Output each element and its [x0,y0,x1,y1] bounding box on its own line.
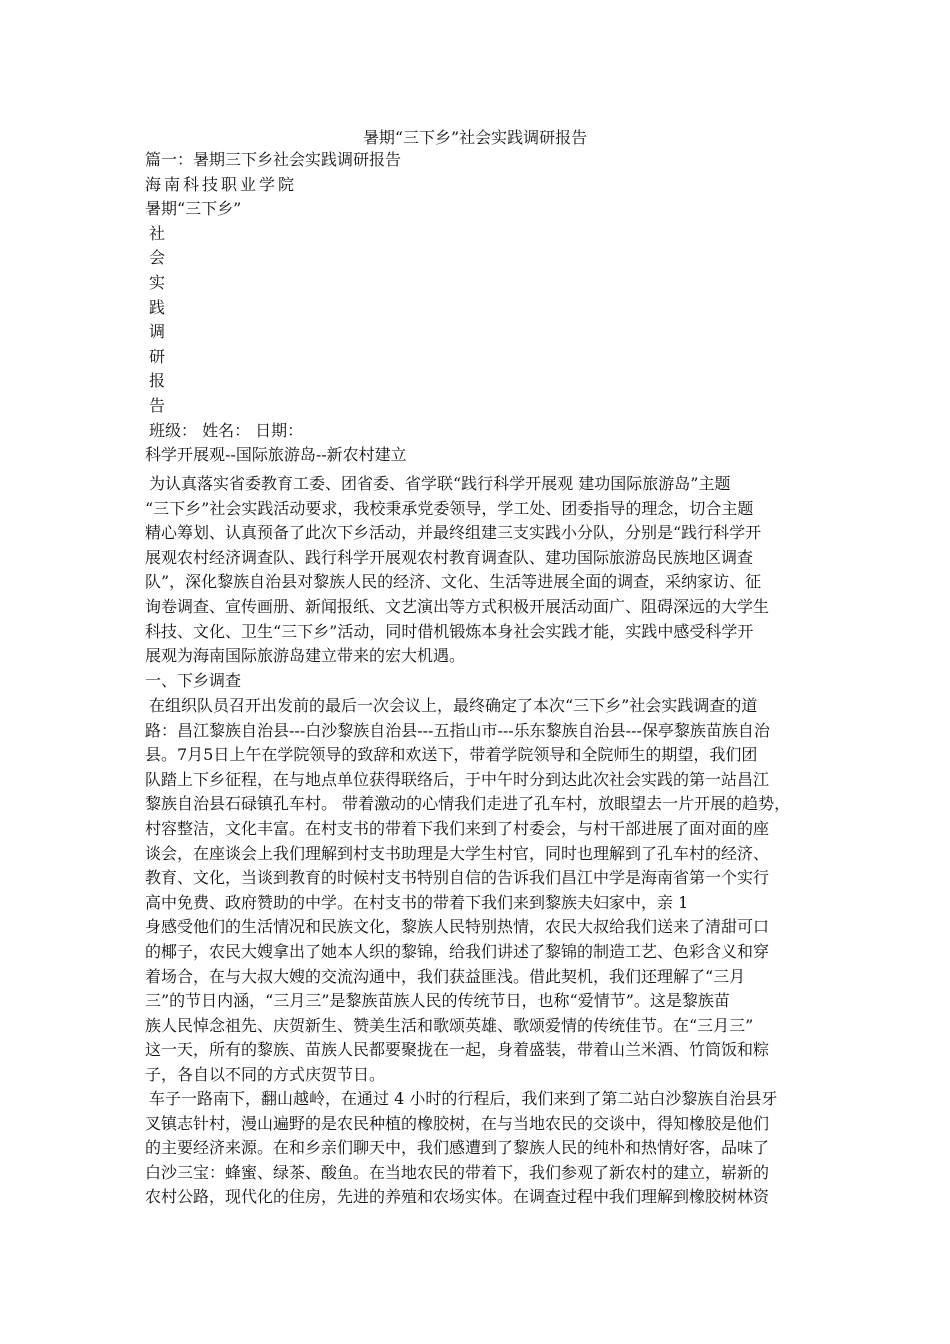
text-line: 叉镇志针村，漫山遍野的是农民种植的橡胶树，在与当地农民的交谈中，得知橡胶是他们 [145,1113,770,1133]
text-line: 科技、文化、卫生“三下乡”活动，同时借机锻炼本身社会实践才能，实践中感受科学开 [145,621,754,641]
text-line: 在组织队员召开出发前的最后一次会议上，最终确定了本次“三下乡”社会实践调查的道 [149,696,758,715]
paragraph-2 [145,1087,825,1210]
text-line: 身感受他们的生活情况和民族文化，黎族人民特别热情，农民大叔给我们送来了清甜可口 [145,917,770,937]
text-line: 展观为海南国际旅游岛建立带来的宏大机遇。 [145,646,466,666]
subsection-heading-block [145,669,825,694]
text-line: 农村公路，现代化的住房，先进的养殖和农场实体。在调查过程中我们理解到橡胶树林资 [145,1187,770,1207]
subsection-heading: 一、下乡调查 [145,671,242,690]
text-line: 县。7月5日上午在学院领导的致辞和欢送下，带着学院领导和全院师生的期望，我们团 [145,745,758,765]
text-line: 队踏上下乡征程，在与地点单位获得联络后，于中午时分到达此次社会实践的第一站昌江 [145,769,770,789]
document-title: 暑期“三下乡”社会实践调研报告 [362,128,588,147]
theme-line: 科学开展观--国际旅游岛--新农村建立 [145,445,407,465]
cover-line: 暑期“三下乡” [145,199,242,219]
intro-paragraph [145,472,825,669]
text-line: 车子一路南下，翻山越岭，在通过 4 小时的行程后，我们来到了第二站白沙黎族自治县牙 [149,1089,778,1108]
text-line: 族人民悼念祖先、庆贺新生、赞美生活和歌颂英雄、歌颂爱情的传统佳节。在“三月三” [145,1015,754,1035]
vertical-char: 调 [149,322,166,342]
text-line: 子，各自以不同的方式庆贺节日。 [145,1064,386,1084]
paragraph-1 [145,694,825,1088]
text-line: 教育、文化，当谈到教育的时候村支书特别自信的告诉我们昌江中学是海南省第一个实行 [145,868,770,888]
text-line: 路：昌江黎族自治县---白沙黎族自治县---五指山市---乐东黎族自治县---保亭黎族苗族自治 [145,720,770,740]
text-line: 谈会，在座谈会上我们理解到村支书助理是大学生村官，同时也理解到了孔车村的经济、 [145,843,770,863]
vertical-char: 社 [149,223,166,243]
vertical-char: 践 [149,297,166,317]
text-line: 精心筹划、认真预备了此次下乡活动，并最终组建三支实践小分队，分别是“践行科学开 [145,523,762,543]
text-line: 这一天，所有的黎族、苗族人民都要聚拢在一起，身着盛装，带着山兰米酒、竹筒饭和粽 [145,1040,770,1060]
text-line: 三”的节日内涵，“三月三”是黎族苗族人民的传统节日，也称“爱情节”。这是黎族苗 [145,991,730,1011]
text-line: 队”，深化黎族自治县对黎族人民的经济、文化、生活等进展全面的调查，采纳家访、征 [145,572,762,592]
info-line: 班级： 姓名： 日期： [149,420,304,440]
text-line: 高中免费、政府赞助的中学。在村支书的带着下我们来到黎族夫妇家中，亲 1 [145,892,689,912]
vertical-char: 会 [149,248,166,268]
text-line: 的主要经济来源。在和乡亲们聊天中，我们感遭到了黎族人民的纯朴和热情好客，品味了 [145,1138,770,1158]
text-line: 黎族自治县石碌镇孔车村。 带着激动的心情我们走进了孔车村，放眼望去一片开展的趋势， [145,794,791,814]
text-line: 白沙三宝：蜂蜜、绿茶、酸鱼。在当地农民的带着下，我们参观了新农村的建立，崭新的 [145,1162,770,1182]
text-line: 的椰子，农民大嫂拿出了她本人织的黎锦，给我们讲述了黎锦的制造工艺、色彩含义和穿 [145,941,770,961]
section-heading: 篇一：暑期三下乡社会实践调研报告 [145,150,402,169]
header-block [145,148,825,468]
text-line: 村容整洁，文化丰富。在村支书的带着下我们来到了村委会，与村干部进展了面对面的座 [145,818,770,838]
vertical-char: 告 [149,395,166,415]
text-line: 为认真落实省委教育工委、团省委、省学联“践行科学开展观 建功国际旅游岛”主题 [149,474,731,493]
vertical-char: 研 [149,346,166,366]
school-name: 海南科技职业学院 [145,174,298,194]
vertical-char: 报 [149,371,166,391]
text-line: “三下乡”社会实践活动要求，我校秉承党委领导，学工处、团委指导的理念，切合主题 [145,498,754,518]
text-line: 展观农村经济调查队、践行科学开展观农村教育调查队、建功国际旅游岛民族地区调查 [145,547,754,567]
text-line: 询卷调查、宣传画册、新闻报纸、文艺演出等方式积极开展活动面广、阻碍深远的大学生 [145,596,770,616]
vertical-char: 实 [149,272,166,292]
text-line: 着场合，在与大叔大嫂的交流沟通中，我们获益匪浅。借此契机，我们还理解了“三月 [145,966,746,986]
